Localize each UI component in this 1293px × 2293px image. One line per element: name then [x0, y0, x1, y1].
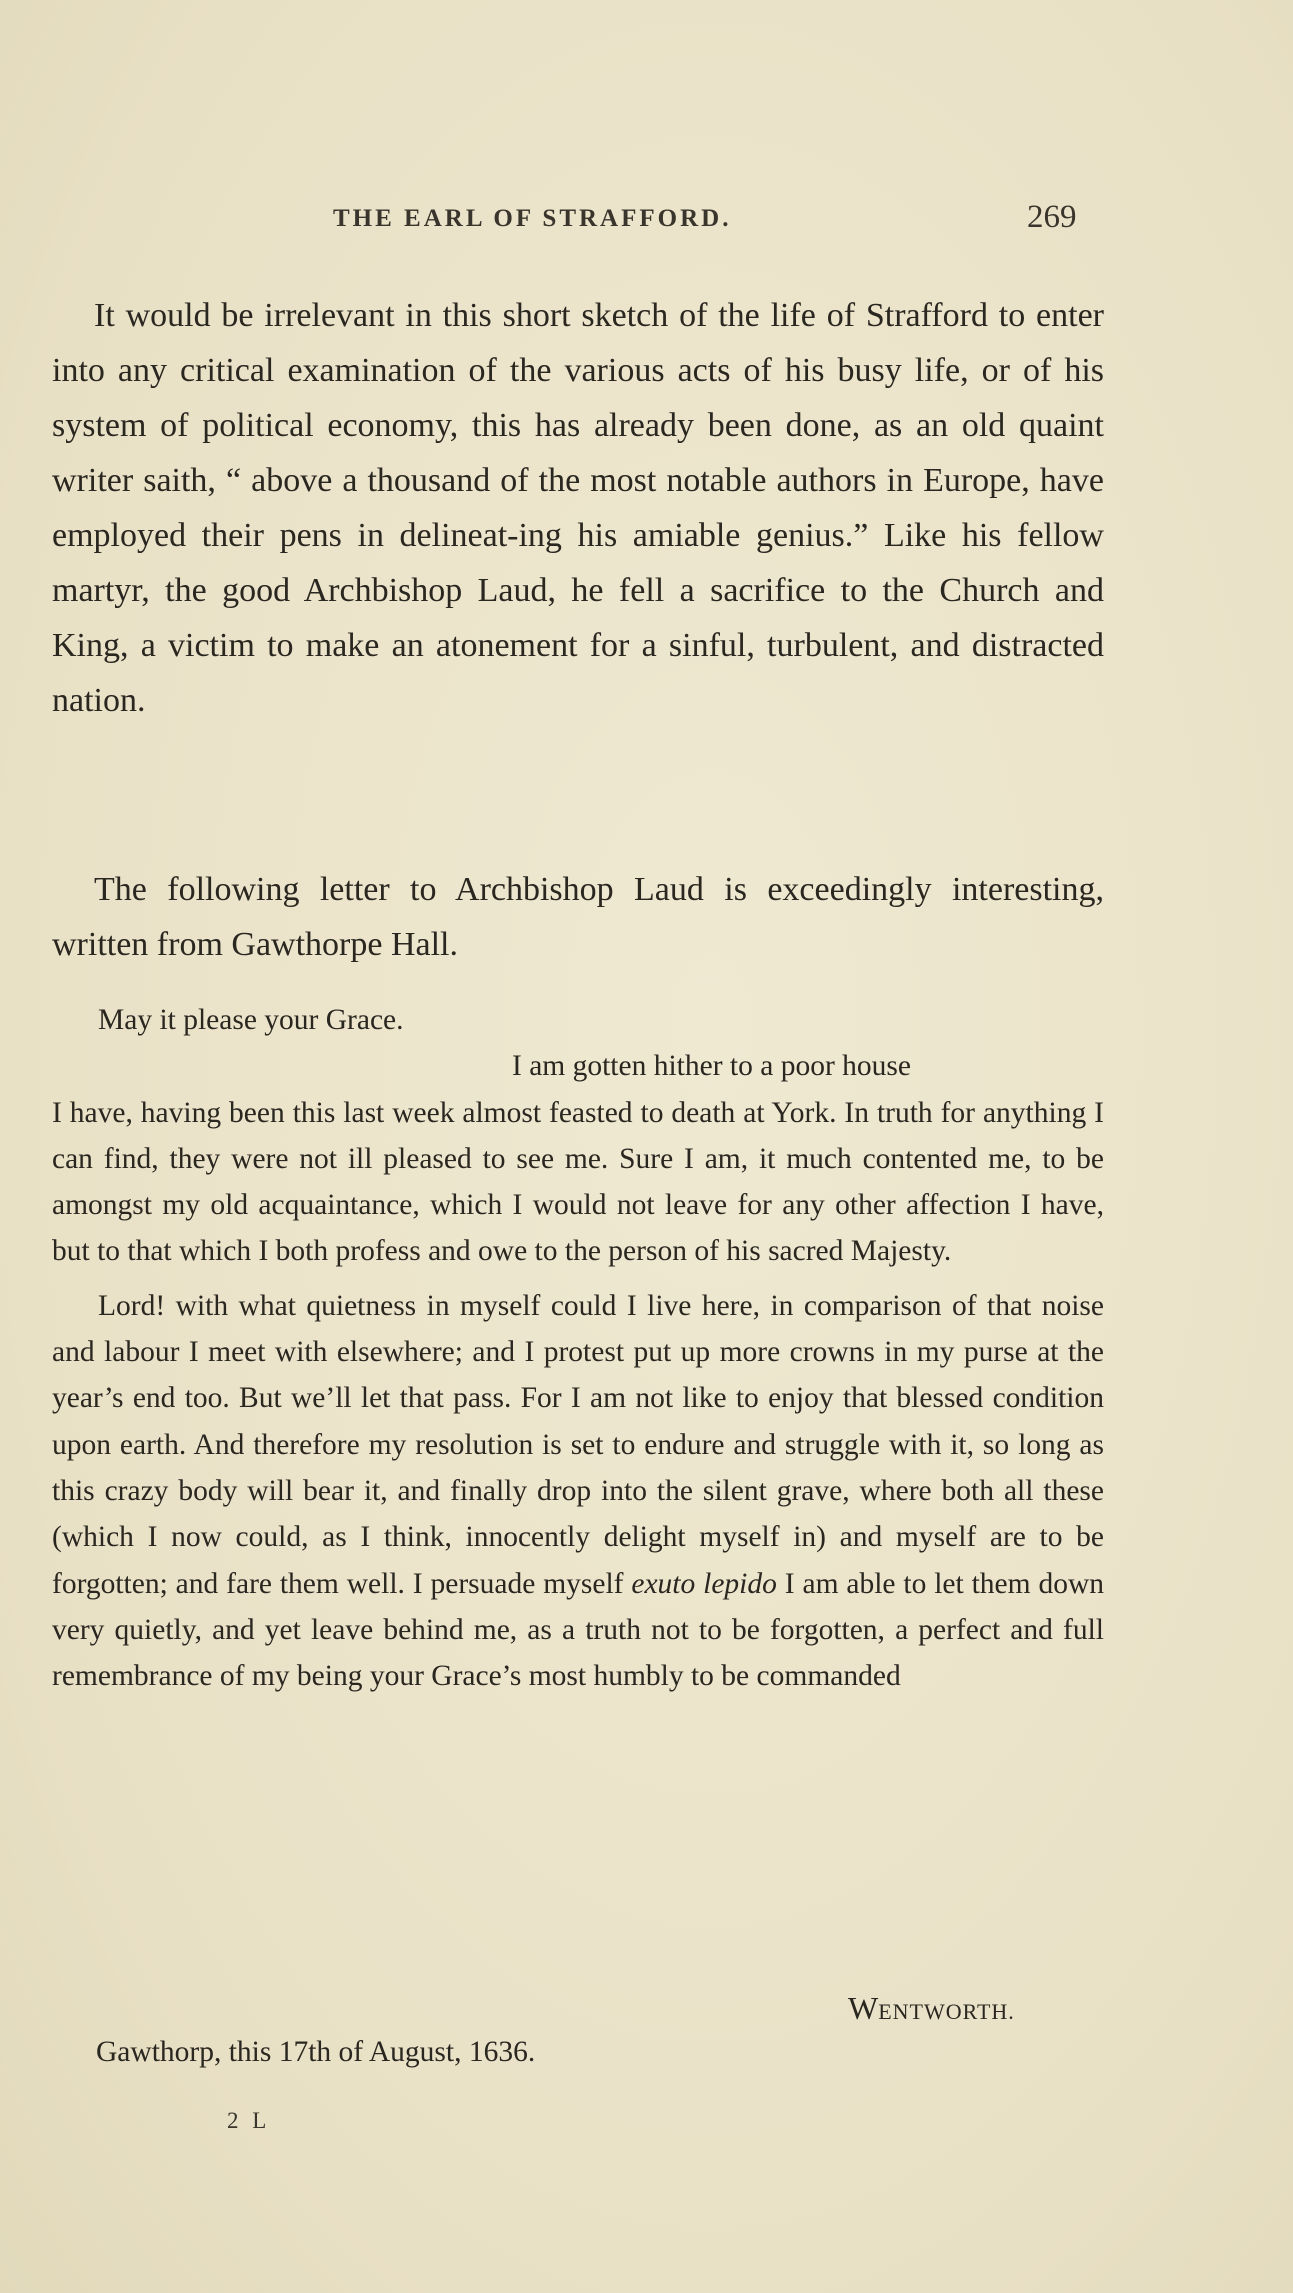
paragraph-text: It would be irrelevant in this short sketch of the life of Strafford to enter into any critical examination of the various acts of his busy life, or of his system of political economy, this has already been done, as an old quaint writer saith, “ above a thousand of the most notable authors in Europe, have employed their pens in delineat-ing his amiable genius.” Like his fellow martyr, the good Archbishop Laud, he fell a sacrifice to the Church and King, a victim to make an atonement for a sinful, turbulent, and distracted nation. [52, 297, 1104, 719]
printer-signature-mark: 2 L [227, 2108, 271, 2133]
page-header [0, 199, 1293, 245]
latin-phrase: exuto lepido [631, 1567, 777, 1600]
letter-first-line: I am gotten hither to a poor house [512, 1050, 911, 1083]
letter-to-laud [52, 997, 1104, 1699]
signature-initial: W [848, 1990, 879, 2026]
letter-salutation: May it please your Grace. [98, 1004, 404, 1036]
paragraph-strafford-sketch [52, 288, 1104, 728]
paragraph-text: The following letter to Archbishop Laud is exceedingly interesting, written from Gawthorpe Hall. [52, 871, 1104, 963]
letter-body-text: Lord! with what quietness in myself could I live here, in comparison of that noise and labour I meet with elsewhere; and I protest put up more crowns in my purse at the year’s end too. But we’ll let that pass. For I am not like to enjoy that blessed condition upon earth. And therefore my resolution is set to endure and struggle with it, so long as this crazy body will bear it, and finally drop into the silent grave, where both all these (which I now could, as I think, innocently delight myself in) and myself are to be forgotten; and fare them well. I persuade myself [52, 1289, 1104, 1600]
signature-rest: ENTWORTH. [878, 1999, 1015, 2024]
letter-body-paragraph-1: I have, having been this last week almost feasted to death at York. In truth for anything I can find, they were not ill pleased to see me. Sure I am, it much contented me, to be amongst my old acquaintance, which I would not leave for any other affection I have, but to that which I both profess and owe to the person of his sacred Majesty. [52, 1096, 1104, 1268]
letter-dateline: Gawthorp, this 17th of August, 1636. [96, 2036, 536, 2068]
letter-signature [848, 1990, 1015, 2027]
page-number: 269 [1027, 199, 1077, 235]
letter-body-paragraph-2 [52, 1283, 1104, 1700]
paragraph-letter-intro [52, 862, 1104, 972]
letter-body-text: I am able to let them down very quietly, and yet leave behind me, as a truth not to be forgotten, a perfect and full remembrance of my being your Grace’s most humbly to be commanded [52, 1567, 1105, 1693]
running-head: THE EARL OF STRAFFORD. [333, 205, 732, 232]
